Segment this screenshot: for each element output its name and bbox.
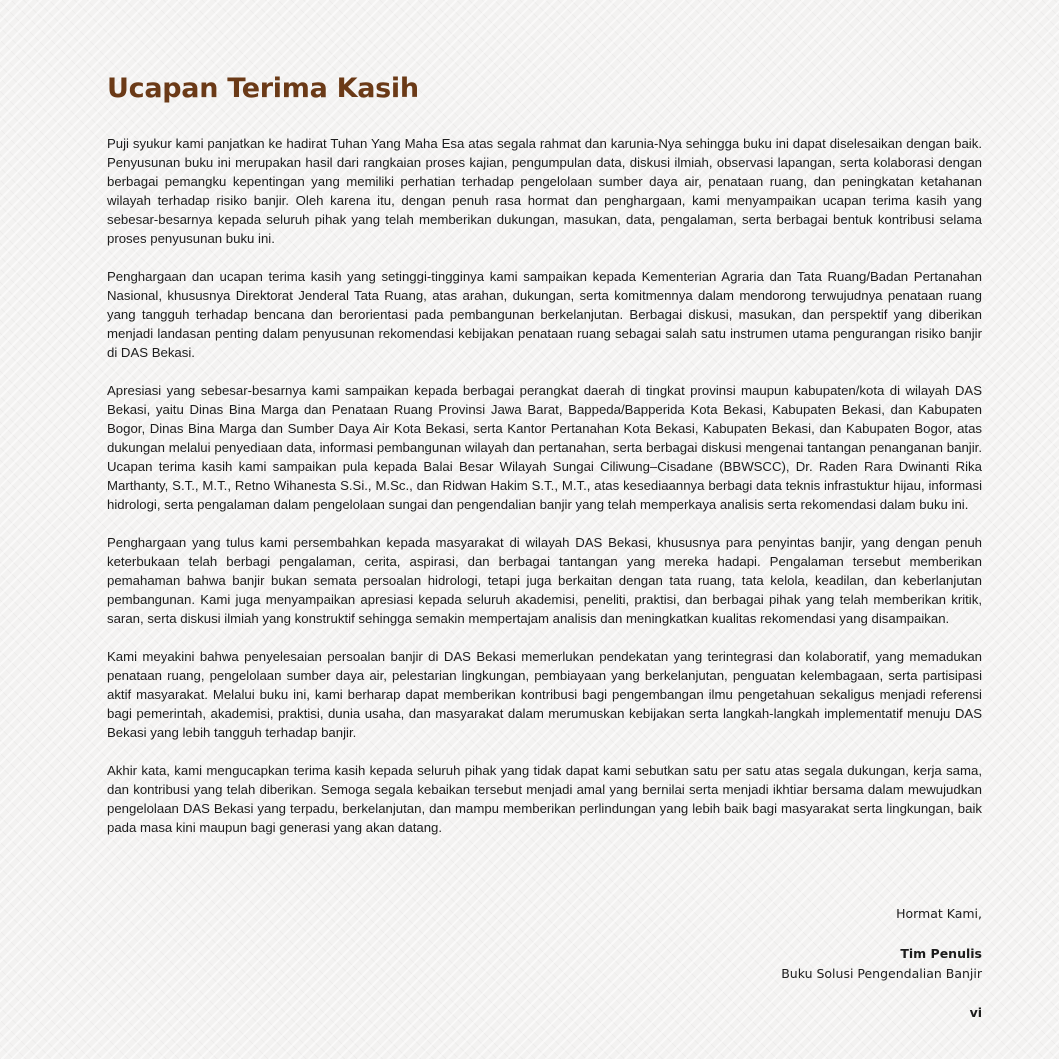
paragraph-community: Penghargaan yang tulus kami persembahkan kepada masyarakat di wilayah DAS Bekasi, khususnya para penyintas banjir, yang dengan penuh keterbukaan telah berbagi pengalaman, cerita, aspirasi, dan berbagai tantangan yang mereka hadapi. Pengalaman tersebut memberikan pemahaman bahwa banjir bukan semata persoalan hidrologi, tetapi juga berkaitan dengan tata ruang, tata kelola, keadilan, dan keberlanjutan pembangunan. Kami juga menyampaikan apresiasi kepada seluruh akademisi, peneliti, praktisi, dan berbagai pihak yang telah memberikan kritik, saran, serta diskusi ilmiah yang konstruktif sehingga semakin mempertajam analisis dan meningkatkan kualitas rekomendasi yang disampaikan. [107, 535, 982, 626]
paragraph-integrated-approach: Kami meyakini bahwa penyelesaian persoalan banjir di DAS Bekasi memerlukan pendekatan yang terintegrasi dan kolaboratif, yang memadukan penataan ruang, pengelolaan sumber daya air, pelestarian lingkungan, pembiayaan yang berkelanjutan, penguatan kelembagaan, serta partisipasi aktif masyarakat. Melalui buku ini, kami berharap dapat memberikan kontribusi bagi pengembangan ilmu pengetahuan sekaligus menjadi referensi bagi pemerintah, akademisi, praktisi, dunia usaha, dan masyarakat dalam merumuskan kebijakan serta langkah-langkah implementatif menuju DAS Bekasi yang lebih tangguh terhadap banjir. [107, 649, 982, 740]
page-number: vi [969, 1005, 982, 1020]
body-text [107, 134, 982, 837]
acknowledgements-page [107, 72, 982, 1032]
paragraph-gratitude: Puji syukur kami panjatkan ke hadirat Tuhan Yang Maha Esa atas segala rahmat dan karunia-Nya sehingga buku ini dapat diselesaikan dengan baik. Penyusunan buku ini merupakan hasil dari rangkaian proses kajian, pengumpulan data, diskusi ilmiah, observasi lapangan, serta kolaborasi dengan berbagai pemangku kepentingan yang memiliki perhatian terhadap pengelolaan sumber daya air, penataan ruang, dan peningkatan ketahanan wilayah terhadap risiko banjir. Oleh karena itu, dengan penuh rasa hormat dan penghargaan, kami menyampaikan ucapan terima kasih yang sebesar-besarnya kepada seluruh pihak yang telah memberikan dukungan, masukan, data, pengalaman, serta berbagai bentuk kontribusi selama proses penyusunan buku ini. [107, 136, 982, 246]
book-title: Buku Solusi Pengendalian Banjir [781, 966, 982, 981]
page-title: Ucapan Terima Kasih [107, 73, 419, 104]
paragraph-closing-remarks: Akhir kata, kami mengucapkan terima kasih kepada seluruh pihak yang tidak dapat kami sebutkan satu per satu atas segala dukungan, kerja sama, dan kontribusi yang telah diberikan. Semoga segala kebaikan tersebut menjadi amal yang bernilai serta menjadi ikhtiar bersama dalam mewujudkan pengelolaan DAS Bekasi yang terpadu, berkelanjutan, dan mampu memberikan perlindungan yang lebih baik bagi masyarakat serta lingkungan, baik pada masa kini maupun bagi generasi yang akan datang. [107, 763, 982, 835]
paragraph-ministry: Penghargaan dan ucapan terima kasih yang setinggi-tingginya kami sampaikan kepada Kementerian Agraria dan Tata Ruang/Badan Pertanahan Nasional, khususnya Direktorat Jenderal Tata Ruang, atas arahan, dukungan, serta komitmennya dalam mendorong terwujudnya penataan ruang yang tangguh terhadap bencana dan berorientasi pada pembangunan berkelanjutan. Berbagai diskusi, masukan, dan perspektif yang diberikan menjadi landasan penting dalam penyusunan rekomendasi kebijakan penataan ruang sebagai salah satu instrumen utama pengurangan risiko banjir di DAS Bekasi. [107, 269, 982, 360]
paragraph-regional-agencies: Apresiasi yang sebesar-besarnya kami sampaikan kepada berbagai perangkat daerah di tingkat provinsi maupun kabupaten/kota di wilayah DAS Bekasi, yaitu Dinas Bina Marga dan Penataan Ruang Provinsi Jawa Barat, Bappeda/Bapperida Kota Bekasi, Kabupaten Bekasi, dan Kabupaten Bogor, Dinas Bina Marga dan Sumber Daya Air Kota Bekasi, serta Kantor Pertanahan Kota Bekasi, Kabupaten Bekasi, dan Kabupaten Bogor, atas dukungan melalui penyediaan data, informasi pembangunan wilayah dan pertanahan, serta berbagai diskusi mengenai tantangan penanganan banjir. Ucapan terima kasih kami sampaikan pula kepada Balai Besar Wilayah Sungai Ciliwung–Cisadane (BBWSCC), Dr. Raden Rara Dwinanti Rika Marthanty, S.T., M.T., Retno Wihanesta S.Si., M.Sc., dan Ridwan Hakim S.T., M.T., atas kesediaannya berbagi data teknis infrastuktur hijau, informasi hidrologi, serta pengalaman dalam pengelolaan sungai dan pengendalian banjir yang telah memperkaya analisis serta rekomendasi dalam buku ini. [107, 383, 982, 512]
author-team: Tim Penulis [900, 946, 982, 961]
closing-greeting: Hormat Kami, [896, 906, 982, 921]
signature-block [781, 904, 982, 984]
